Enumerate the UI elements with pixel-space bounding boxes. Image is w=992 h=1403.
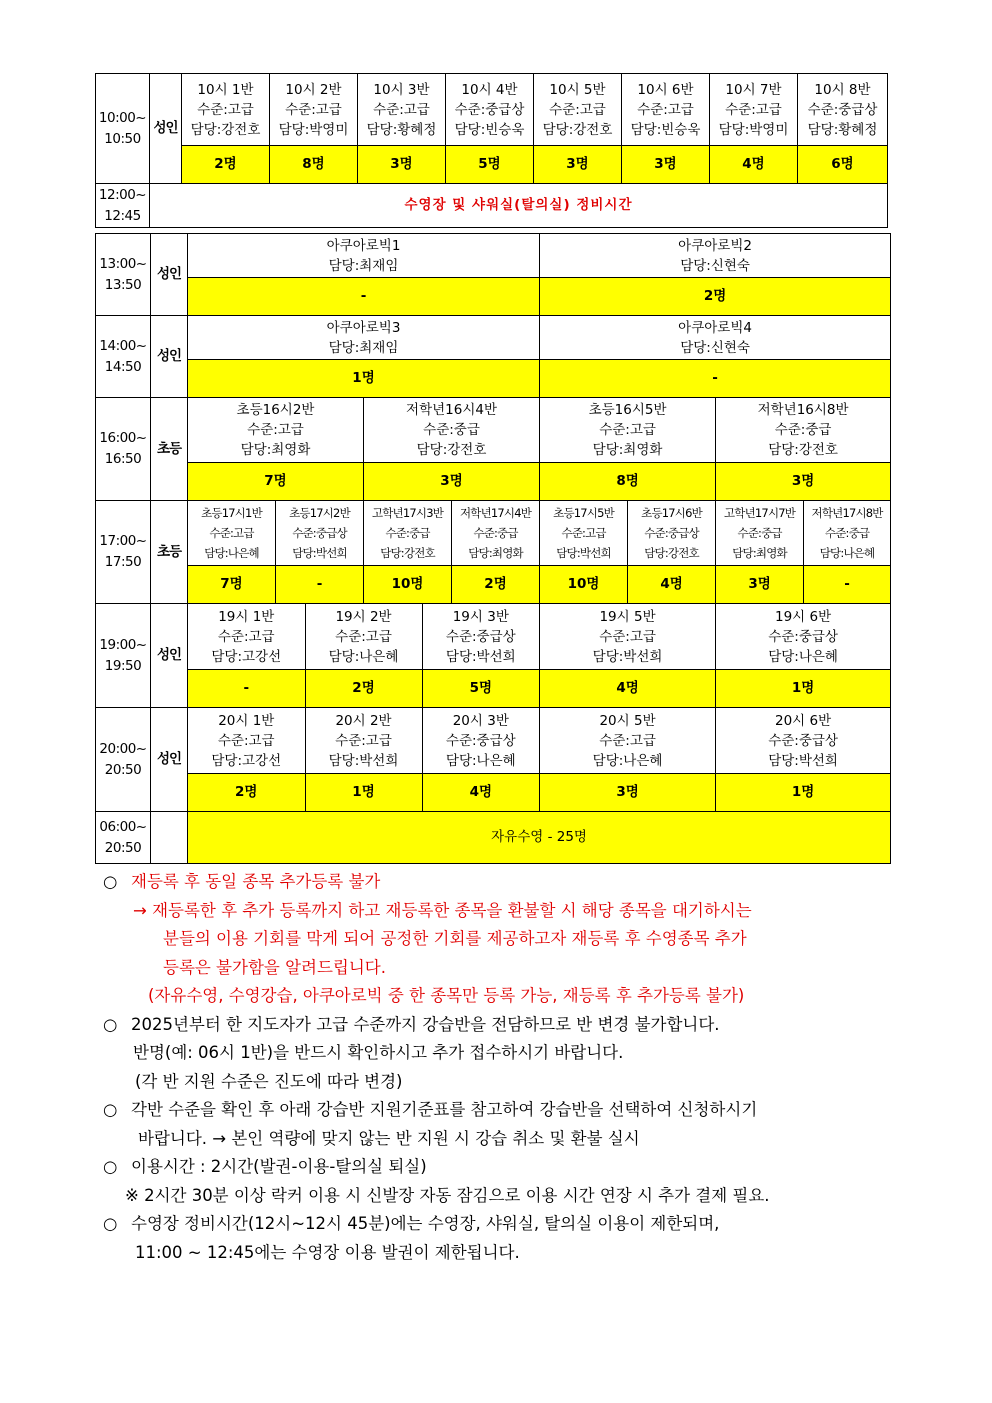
enrollment-count: 8명	[540, 463, 716, 501]
notice-line: 분들의 이용 기회를 막게 되어 공정한 기회를 제공하고자 재등록 후 수영종목 추가	[163, 929, 747, 948]
enrollment-count: -	[276, 566, 364, 604]
class-cell: 20시 3반 수준:중급상 담당:나은혜	[445, 712, 516, 769]
class-cell: 10시 5반 수준:고급 담당:강전호	[534, 74, 622, 146]
enrollment-count: 1명	[305, 774, 422, 811]
notice-line: (각 반 지원 수준은 진도에 따라 변경)	[135, 1071, 403, 1091]
count-group	[188, 774, 540, 812]
class-cell: 10시 3반 수준:고급 담당:황혜정	[358, 74, 446, 146]
class-cell: 고학년17시7반 수준:중급 담당:최영화	[716, 501, 804, 566]
enrollment-count: 7명	[188, 463, 364, 501]
enrollment-count: 6명	[798, 146, 888, 184]
time-cell: 16:00~ 16:50	[96, 398, 151, 501]
notice-line: (자유수영, 수영강습, 아쿠아로빅 중 한 종목만 등록 가능, 재등록 후 추가등록 불가)	[148, 986, 745, 1005]
class-cell: 아쿠아로빅4 담당:신현숙	[540, 316, 891, 360]
class-cell: 19시 5반 수준:고급 담당:박선희	[540, 604, 716, 670]
enrollment-count: 3명	[622, 146, 710, 184]
class-cell: 19시 6반 수준:중급상 담당:나은혜	[716, 604, 891, 670]
category-cell: 초등	[151, 501, 188, 604]
class-cell: 초등17시5반 수준:고급 담당:박선희	[540, 501, 628, 566]
enrollment-count: 3명	[716, 463, 891, 501]
class-group	[188, 708, 540, 774]
class-cell: 초등16시2반 수준:고급 담당:최영화	[188, 398, 364, 463]
enrollment-count: 3명	[364, 463, 540, 501]
class-cell: 19시 3반 수준:중급상 담당:박선희	[445, 608, 516, 665]
time-cell: 06:00~ 20:50	[96, 812, 151, 864]
class-cell: 초등17시2반 수준:중급상 담당:박선희	[276, 501, 364, 566]
enrollment-count: 10명	[364, 566, 452, 604]
enrollment-count: 1명	[188, 360, 540, 398]
class-cell: 10시 2반 수준:고급 담당:박영미	[270, 74, 358, 146]
class-cell: 19시 2반 수준:고급 담당:나은혜	[305, 604, 422, 669]
maintenance-notice: 수영장 및 샤워실(탈의실) 정비시간	[150, 184, 888, 228]
category-cell: 성인	[151, 316, 188, 398]
class-cell: 20시 1반 수준:고급 담당:고강선	[188, 708, 305, 773]
notice-line: 반명(예: 06시 1반)을 반드시 확인하시고 추가 접수하시기 바랍니다.	[133, 1043, 624, 1062]
enrollment-count: 5명	[422, 670, 539, 707]
class-cell: 10시 7반 수준:고급 담당:박영미	[710, 74, 798, 146]
notice-line: 등록은 불가함을 알려드립니다.	[163, 957, 386, 977]
category-cell: 초등	[151, 398, 188, 501]
class-cell: 20시 6반 수준:중급상 담당:박선희	[716, 708, 891, 774]
count-group	[188, 670, 540, 708]
enrollment-count: 4명	[710, 146, 798, 184]
enrollment-count: 1명	[716, 774, 891, 812]
enrollment-count: 10명	[540, 566, 628, 604]
enrollment-count: 3명	[534, 146, 622, 184]
enrollment-count: 3명	[716, 566, 804, 604]
class-cell: 아쿠아로빅1 담당:최재임	[188, 234, 540, 278]
enrollment-count: 5명	[446, 146, 534, 184]
class-cell: 초등16시5반 수준:고급 담당:최영화	[540, 398, 716, 463]
enrollment-count: -	[188, 278, 540, 316]
enrollment-count: 7명	[188, 566, 276, 604]
enrollment-count: 3명	[540, 774, 716, 812]
enrollment-count: 2명	[540, 278, 891, 316]
class-cell: 저학년16시4반 수준:중급 담당:강전호	[364, 398, 540, 463]
class-cell: 저학년17시4반 수준:중급 담당:최영화	[452, 501, 540, 566]
enrollment-count: -	[188, 670, 305, 707]
notice-item: ○ 이용시간 : 2시간(발권-이용-탈의실 퇴실)	[103, 1157, 427, 1176]
enrollment-count: 2명	[305, 670, 422, 707]
time-cell: 13:00~ 13:50	[96, 234, 151, 316]
category-cell: 성인	[150, 74, 182, 184]
class-cell: 아쿠아로빅2 담당:신현숙	[540, 234, 891, 278]
enrollment-count: 2명	[452, 566, 540, 604]
free-swim-cell: 자유수영 - 25명	[188, 812, 891, 864]
enrollment-count: 3명	[358, 146, 446, 184]
category-cell: 성인	[151, 604, 188, 708]
notice-line: ※ 2시간 30분 이상 락커 이용 시 신발장 자동 잠김으로 이용 시간 연장 시 추가 결제 필요.	[125, 1185, 770, 1205]
enrollment-count: 8명	[270, 146, 358, 184]
class-cell: 10시 4반 수준:중급상 담당:빈승욱	[446, 74, 534, 146]
enrollment-count: 4명	[422, 774, 539, 811]
class-cell: 19시 1반 수준:고급 담당:고강선	[188, 604, 305, 669]
time-cell: 19:00~ 19:50	[96, 604, 151, 708]
notice-item: ○ 재등록 후 동일 종목 추가등록 불가	[103, 872, 381, 891]
enrollment-count: -	[540, 360, 891, 398]
time-cell: 20:00~ 20:50	[96, 708, 151, 812]
class-cell: 20시 5반 수준:고급 담당:나은혜	[540, 708, 716, 774]
notice-item: ○ 수영장 정비시간(12시~12시 45분)에는 수영장, 샤워실, 탈의실 이용이 제한되며,	[103, 1214, 720, 1233]
schedule-table-morning	[95, 73, 888, 228]
notice-section	[103, 868, 903, 1267]
enrollment-count: -	[804, 566, 891, 604]
class-cell: 고학년17시3반 수준:중급 담당:강전호	[364, 501, 452, 566]
time-cell: 10:00~ 10:50	[96, 74, 150, 184]
class-cell: 저학년16시8반 수준:중급 담당:강전호	[716, 398, 891, 463]
class-cell: 아쿠아로빅3 담당:최재임	[188, 316, 540, 360]
class-cell: 10시 6반 수준:고급 담당:빈승욱	[622, 74, 710, 146]
schedule-table-afternoon	[95, 233, 891, 864]
enrollment-count: 1명	[716, 670, 891, 708]
class-cell: 10시 8반 수준:중급상 담당:황혜정	[798, 74, 888, 146]
enrollment-count: 4명	[540, 670, 716, 708]
class-cell: 초등17시6반 수준:중급상 담당:강전호	[628, 501, 716, 566]
enrollment-count: 4명	[628, 566, 716, 604]
notice-item: ○ 각반 수준을 확인 후 아래 강습반 지원기준표를 참고하여 강습반을 선택하여 신청하시기	[103, 1100, 758, 1119]
enrollment-count: 2명	[182, 146, 270, 184]
notice-line: 11:00 ~ 12:45에는 수영장 이용 발권이 제한됩니다.	[135, 1242, 520, 1262]
notice-item: ○ 2025년부터 한 지도자가 고급 수준까지 강습반을 전담하므로 반 변경 불가합니다.	[103, 1014, 720, 1034]
category-cell	[151, 812, 188, 864]
category-cell: 성인	[151, 234, 188, 316]
notice-line: 바랍니다. → 본인 역량에 맞지 않는 반 지원 시 강습 취소 및 환불 실시	[138, 1128, 640, 1148]
class-group	[188, 604, 540, 670]
enrollment-count: 2명	[188, 774, 305, 811]
class-cell: 10시 1반 수준:고급 담당:강전호	[182, 74, 270, 146]
time-cell: 14:00~ 14:50	[96, 316, 151, 398]
class-cell: 저학년17시8반 수준:중급 담당:나은혜	[804, 501, 891, 566]
category-cell: 성인	[151, 708, 188, 812]
notice-line: → 재등록한 후 추가 등록까지 하고 재등록한 종목을 환불할 시 해당 종목을 대기하시는	[133, 900, 752, 920]
time-cell: 12:00~ 12:45	[96, 184, 150, 228]
class-cell: 초등17시1반 수준:고급 담당:나은혜	[188, 501, 276, 566]
time-cell: 17:00~ 17:50	[96, 501, 151, 604]
class-cell: 20시 2반 수준:고급 담당:박선희	[305, 708, 422, 773]
